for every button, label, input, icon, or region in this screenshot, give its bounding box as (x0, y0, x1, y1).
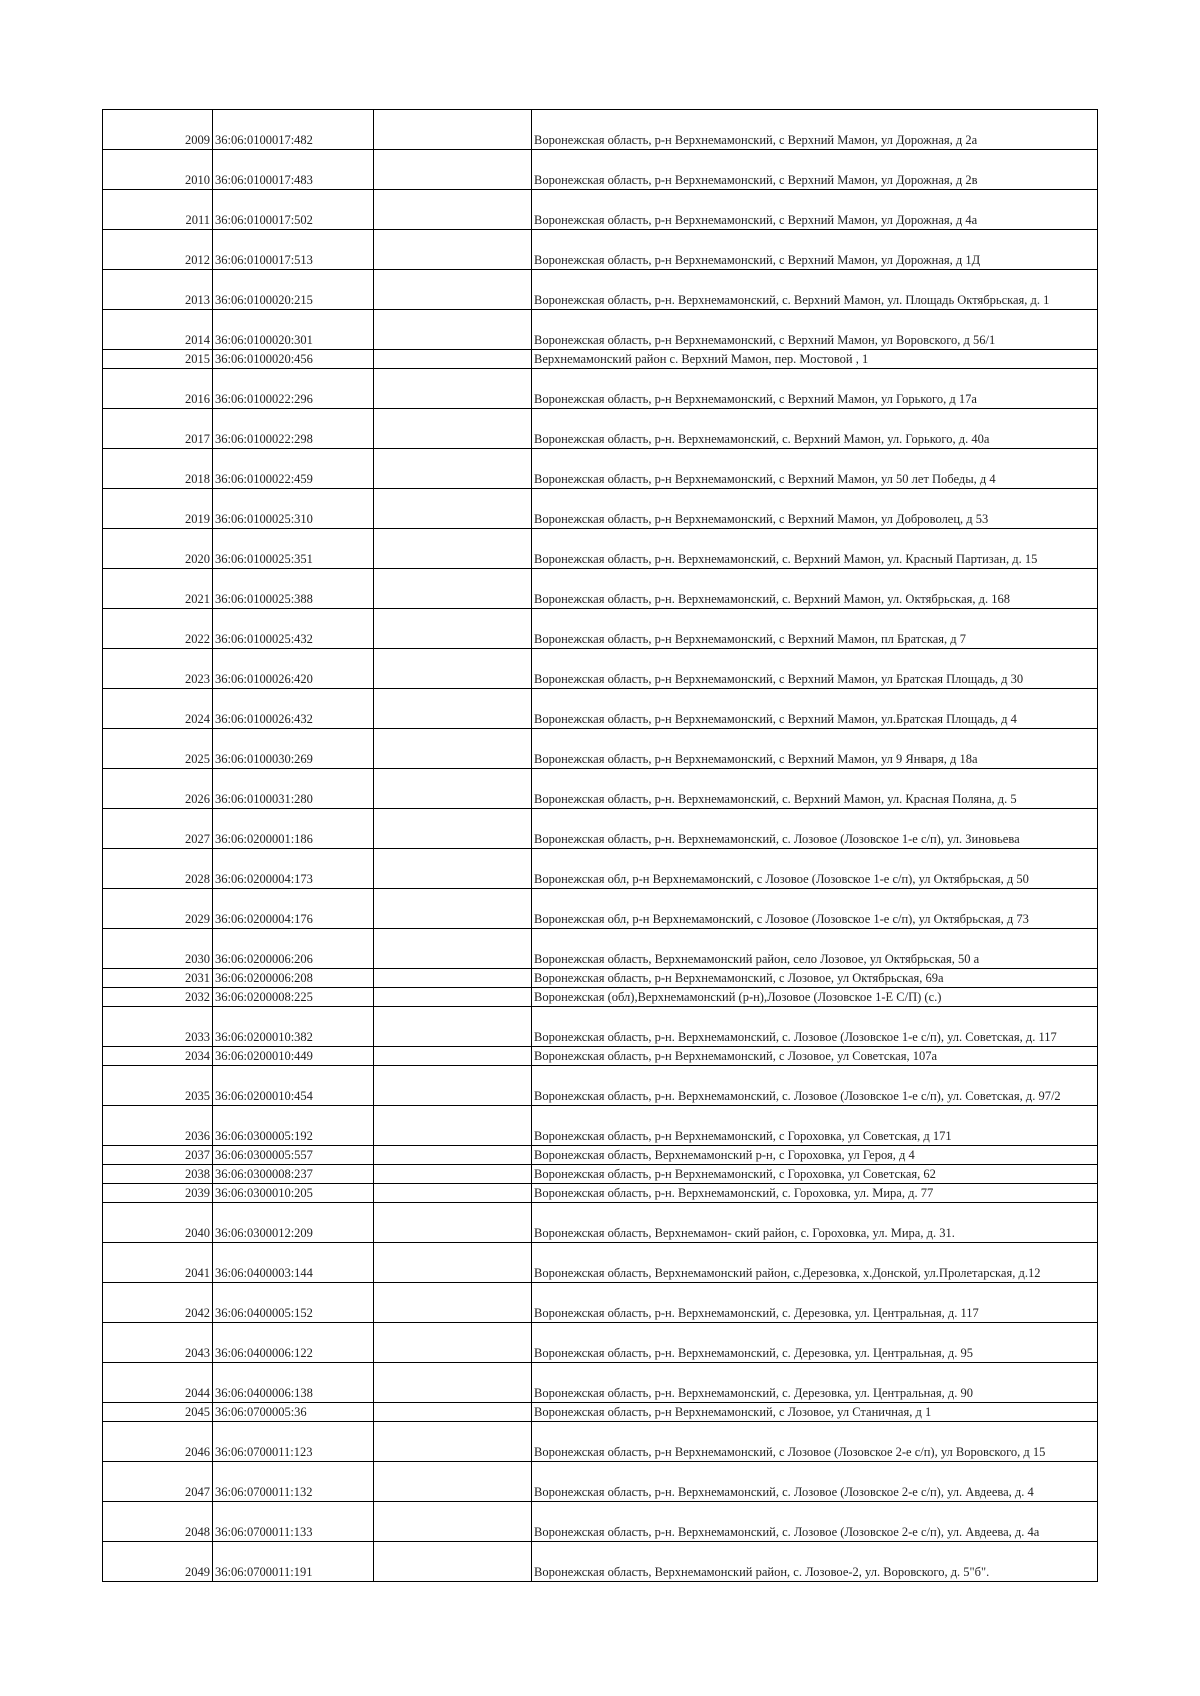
row-number: 2041 (103, 1243, 213, 1283)
row-number: 2038 (103, 1165, 213, 1184)
table-row (103, 1165, 1098, 1184)
table-row (103, 150, 1098, 190)
empty-cell (374, 1047, 532, 1066)
address: Воронежская область, р-н Верхнемамонский, с Верхний Мамон, пл Братская, д 7 (532, 609, 1098, 649)
address: Воронежская область, р-н. Верхнемамонский, с. Верхний Мамон, ул. Площадь Октябрьская, д. 1 (532, 270, 1098, 310)
empty-cell (374, 449, 532, 489)
table-row (103, 1422, 1098, 1462)
row-number: 2032 (103, 988, 213, 1007)
address: Воронежская обл, р-н Верхнемамонский, с Лозовое (Лозовское 1-е с/п), ул Октябрьская, д 50 (532, 849, 1098, 889)
row-number: 2048 (103, 1502, 213, 1542)
cadastral-number: 36:06:0100026:420 (213, 649, 374, 689)
cadastral-number: 36:06:0100022:459 (213, 449, 374, 489)
table-row (103, 489, 1098, 529)
table-row (103, 310, 1098, 350)
address: Воронежская область, р-н. Верхнемамонский, с. Верхний Мамон, ул. Красная Поляна, д. 5 (532, 769, 1098, 809)
table-row (103, 190, 1098, 230)
table-row (103, 1283, 1098, 1323)
address: Воронежская область, р-н Верхнемамонский, с Верхний Мамон, ул 50 лет Победы, д 4 (532, 449, 1098, 489)
empty-cell (374, 310, 532, 350)
empty-cell (374, 1283, 532, 1323)
address: Воронежская область, р-н Верхнемамонский, с Верхний Мамон, ул Братская Площадь, д 30 (532, 649, 1098, 689)
table-row (103, 649, 1098, 689)
cadastral-number: 36:06:0700011:191 (213, 1542, 374, 1582)
address: Верхнемамонский район с. Верхний Мамон, пер. Мостовой , 1 (532, 350, 1098, 369)
address: Воронежская область, р-н Верхнемамонский, с Лозовое, ул Октябрьская, 69а (532, 969, 1098, 988)
address: Воронежская область, р-н Верхнемамонский, с Гороховка, ул Советская, д 171 (532, 1106, 1098, 1146)
row-number: 2011 (103, 190, 213, 230)
row-number: 2021 (103, 569, 213, 609)
address: Воронежская область, Верхнемамонский район, с.Дерезовка, х.Донской, ул.Пролетарская, д.12 (532, 1243, 1098, 1283)
cadastral-number: 36:06:0200001:186 (213, 809, 374, 849)
address: Воронежская область, р-н. Верхнемамонский, с. Гороховка, ул. Мира, д. 77 (532, 1184, 1098, 1203)
table-row (103, 569, 1098, 609)
row-number: 2013 (103, 270, 213, 310)
row-number: 2034 (103, 1047, 213, 1066)
address: Воронежская область, р-н. Верхнемамонский, с. Лозовое (Лозовское 1-е с/п), ул. Советская, д. 97/2 (532, 1066, 1098, 1106)
row-number: 2025 (103, 729, 213, 769)
table-row (103, 270, 1098, 310)
row-number: 2044 (103, 1363, 213, 1403)
empty-cell (374, 1146, 532, 1165)
row-number: 2017 (103, 409, 213, 449)
table-row (103, 809, 1098, 849)
cadastral-number: 36:06:0100022:296 (213, 369, 374, 409)
cadastral-number: 36:06:0200004:176 (213, 889, 374, 929)
row-number: 2023 (103, 649, 213, 689)
row-number: 2047 (103, 1462, 213, 1502)
table-row (103, 449, 1098, 489)
empty-cell (374, 1323, 532, 1363)
address: Воронежская область, р-н. Верхнемамонский, с. Лозовое (Лозовское 1-е с/п), ул. Советская, д. 117 (532, 1007, 1098, 1047)
table-row (103, 609, 1098, 649)
row-number: 2009 (103, 110, 213, 150)
row-number: 2031 (103, 969, 213, 988)
row-number: 2029 (103, 889, 213, 929)
cadastral-number: 36:06:0400006:122 (213, 1323, 374, 1363)
table-row (103, 1243, 1098, 1283)
cadastral-number: 36:06:0200006:206 (213, 929, 374, 969)
cadastral-number: 36:06:0200010:454 (213, 1066, 374, 1106)
cadastral-number: 36:06:0700011:123 (213, 1422, 374, 1462)
address: Воронежская область, р-н Верхнемамонский, с Верхний Мамон, ул Дорожная, д 2а (532, 110, 1098, 150)
cadastral-number: 36:06:0200010:449 (213, 1047, 374, 1066)
cadastral-number: 36:06:0100020:215 (213, 270, 374, 310)
row-number: 2010 (103, 150, 213, 190)
cadastral-number: 36:06:0200006:208 (213, 969, 374, 988)
address: Воронежская область, р-н Верхнемамонский, с Гороховка, ул Советская, 62 (532, 1165, 1098, 1184)
cadastral-number: 36:06:0400006:138 (213, 1363, 374, 1403)
cadastral-number: 36:06:0100017:502 (213, 190, 374, 230)
empty-cell (374, 1066, 532, 1106)
empty-cell (374, 150, 532, 190)
table-row (103, 1502, 1098, 1542)
table-row (103, 929, 1098, 969)
empty-cell (374, 489, 532, 529)
empty-cell (374, 1542, 532, 1582)
table-row (103, 350, 1098, 369)
empty-cell (374, 1184, 532, 1203)
cadastral-number: 36:06:0300012:209 (213, 1203, 374, 1243)
empty-cell (374, 1106, 532, 1146)
cadastral-number: 36:06:0100020:456 (213, 350, 374, 369)
address: Воронежская область, р-н Верхнемамонский, с Верхний Мамон, ул Горького, д 17а (532, 369, 1098, 409)
address: Воронежская область, р-н Верхнемамонский, с Верхний Мамон, ул Доброволец, д 53 (532, 489, 1098, 529)
cadastral-number: 36:06:0400003:144 (213, 1243, 374, 1283)
address: Воронежская область, Верхнемамонский р-н, с Гороховка, ул Героя, д 4 (532, 1146, 1098, 1165)
row-number: 2030 (103, 929, 213, 969)
row-number: 2022 (103, 609, 213, 649)
row-number: 2046 (103, 1422, 213, 1462)
empty-cell (374, 1165, 532, 1184)
empty-cell (374, 649, 532, 689)
cadastral-number: 36:06:0700011:133 (213, 1502, 374, 1542)
cadastral-number: 36:06:0200008:225 (213, 988, 374, 1007)
table-row (103, 769, 1098, 809)
address: Воронежская область, р-н Верхнемамонский, с Верхний Мамон, ул Дорожная, д 2в (532, 150, 1098, 190)
cadastral-number: 36:06:0100031:280 (213, 769, 374, 809)
row-number: 2028 (103, 849, 213, 889)
empty-cell (374, 988, 532, 1007)
table-row (103, 230, 1098, 270)
address: Воронежская область, р-н Верхнемамонский, с Верхний Мамон, ул Дорожная, д 1Д (532, 230, 1098, 270)
row-number: 2033 (103, 1007, 213, 1047)
cadastral-number: 36:06:0100025:310 (213, 489, 374, 529)
cadastral-number: 36:06:0300010:205 (213, 1184, 374, 1203)
row-number: 2042 (103, 1283, 213, 1323)
table-row (103, 409, 1098, 449)
address: Воронежская область, р-н. Верхнемамонский, с. Дерезовка, ул. Центральная, д. 90 (532, 1363, 1098, 1403)
cadastral-number: 36:06:0200010:382 (213, 1007, 374, 1047)
empty-cell (374, 769, 532, 809)
records-table-body (103, 110, 1098, 1582)
table-row (103, 1007, 1098, 1047)
empty-cell (374, 1502, 532, 1542)
table-row (103, 1184, 1098, 1203)
address: Воронежская область, р-н Верхнемамонский, с Лозовое (Лозовское 2-е с/п), ул Воровского, д 15 (532, 1422, 1098, 1462)
row-number: 2035 (103, 1066, 213, 1106)
address: Воронежская область, Верхнемамонский район, с. Лозовое-2, ул. Воровского, д. 5"б". (532, 1542, 1098, 1582)
row-number: 2040 (103, 1203, 213, 1243)
cadastral-number: 36:06:0100025:388 (213, 569, 374, 609)
address: Воронежская область, р-н. Верхнемамонский, с. Верхний Мамон, ул. Красный Партизан, д. 15 (532, 529, 1098, 569)
address: Воронежская область, Верхнемамонский район, село Лозовое, ул Октябрьская, 50 а (532, 929, 1098, 969)
table-row (103, 1403, 1098, 1422)
table-row (103, 110, 1098, 150)
empty-cell (374, 849, 532, 889)
empty-cell (374, 809, 532, 849)
empty-cell (374, 729, 532, 769)
address: Воронежская обл, р-н Верхнемамонский, с Лозовое (Лозовское 1-е с/п), ул Октябрьская, д 73 (532, 889, 1098, 929)
address: Воронежская область, р-н Верхнемамонский, с Верхний Мамон, ул Воровского, д 56/1 (532, 310, 1098, 350)
empty-cell (374, 369, 532, 409)
empty-cell (374, 889, 532, 929)
row-number: 2024 (103, 689, 213, 729)
cadastral-number: 36:06:0300008:237 (213, 1165, 374, 1184)
cadastral-number: 36:06:0100025:432 (213, 609, 374, 649)
empty-cell (374, 190, 532, 230)
table-row (103, 1047, 1098, 1066)
cadastral-number: 36:06:0100017:482 (213, 110, 374, 150)
empty-cell (374, 969, 532, 988)
address: Воронежская область, р-н. Верхнемамонский, с. Верхний Мамон, ул. Октябрьская, д. 168 (532, 569, 1098, 609)
address: Воронежская область, р-н Верхнемамонский, с Лозовое, ул Советская, 107а (532, 1047, 1098, 1066)
address: Воронежская область, р-н. Верхнемамонский, с. Лозовое (Лозовское 2-е с/п), ул. Авдеева, д. 4 (532, 1462, 1098, 1502)
address: Воронежская область, Верхнемамон- ский район, с. Гороховка, ул. Мира, д. 31. (532, 1203, 1098, 1243)
address: Воронежская область, р-н Верхнемамонский, с Верхний Мамон, ул 9 Января, д 18а (532, 729, 1098, 769)
table-row (103, 1146, 1098, 1165)
empty-cell (374, 1403, 532, 1422)
table-row (103, 849, 1098, 889)
table-row (103, 969, 1098, 988)
cadastral-number: 36:06:0700011:132 (213, 1462, 374, 1502)
empty-cell (374, 529, 532, 569)
address: Воронежская область, р-н. Верхнемамонский, с. Дерезовка, ул. Центральная, д. 95 (532, 1323, 1098, 1363)
row-number: 2027 (103, 809, 213, 849)
address: Воронежская область, р-н Верхнемамонский, с Лозовое, ул Станичная, д 1 (532, 1403, 1098, 1422)
cadastral-number: 36:06:0100017:483 (213, 150, 374, 190)
cadastral-number: 36:06:0400005:152 (213, 1283, 374, 1323)
address: Воронежская область, р-н. Верхнемамонский, с. Лозовое (Лозовское 2-е с/п), ул. Авдеева, д. 4а (532, 1502, 1098, 1542)
table-row (103, 729, 1098, 769)
address: Воронежская область, р-н. Верхнемамонский, с. Лозовое (Лозовское 1-е с/п), ул. Зиновьева (532, 809, 1098, 849)
cadastral-number: 36:06:0100017:513 (213, 230, 374, 270)
row-number: 2036 (103, 1106, 213, 1146)
table-row (103, 889, 1098, 929)
address: Воронежская (обл),Верхнемамонский (р-н),Лозовое (Лозовское 1-Е С/П) (с.) (532, 988, 1098, 1007)
row-number: 2014 (103, 310, 213, 350)
table-row (103, 988, 1098, 1007)
table-row (103, 1203, 1098, 1243)
empty-cell (374, 929, 532, 969)
table-row (103, 1542, 1098, 1582)
empty-cell (374, 1243, 532, 1283)
row-number: 2015 (103, 350, 213, 369)
row-number: 2020 (103, 529, 213, 569)
address: Воронежская область, р-н. Верхнемамонский, с. Дерезовка, ул. Центральная, д. 117 (532, 1283, 1098, 1323)
cadastral-number: 36:06:0100022:298 (213, 409, 374, 449)
table-row (103, 529, 1098, 569)
table-row (103, 1363, 1098, 1403)
row-number: 2019 (103, 489, 213, 529)
empty-cell (374, 270, 532, 310)
empty-cell (374, 1462, 532, 1502)
row-number: 2016 (103, 369, 213, 409)
empty-cell (374, 609, 532, 649)
row-number: 2037 (103, 1146, 213, 1165)
empty-cell (374, 230, 532, 270)
address: Воронежская область, р-н Верхнемамонский, с Верхний Мамон, ул Дорожная, д 4а (532, 190, 1098, 230)
row-number: 2043 (103, 1323, 213, 1363)
address: Воронежская область, р-н Верхнемамонский, с Верхний Мамон, ул.Братская Площадь, д 4 (532, 689, 1098, 729)
cadastral-number: 36:06:0300005:192 (213, 1106, 374, 1146)
row-number: 2045 (103, 1403, 213, 1422)
empty-cell (374, 1007, 532, 1047)
row-number: 2012 (103, 230, 213, 270)
row-number: 2049 (103, 1542, 213, 1582)
table-row (103, 369, 1098, 409)
table-row (103, 689, 1098, 729)
empty-cell (374, 569, 532, 609)
cadastral-number: 36:06:0100026:432 (213, 689, 374, 729)
empty-cell (374, 409, 532, 449)
row-number: 2039 (103, 1184, 213, 1203)
row-number: 2026 (103, 769, 213, 809)
empty-cell (374, 1363, 532, 1403)
empty-cell (374, 1203, 532, 1243)
cadastral-number: 36:06:0200004:173 (213, 849, 374, 889)
empty-cell (374, 350, 532, 369)
cadastral-number: 36:06:0100030:269 (213, 729, 374, 769)
empty-cell (374, 1422, 532, 1462)
table-row (103, 1066, 1098, 1106)
cadastral-number: 36:06:0300005:557 (213, 1146, 374, 1165)
address: Воронежская область, р-н. Верхнемамонский, с. Верхний Мамон, ул. Горького, д. 40а (532, 409, 1098, 449)
cadastral-number: 36:06:0100020:301 (213, 310, 374, 350)
cadastral-number: 36:06:0100025:351 (213, 529, 374, 569)
records-table (102, 109, 1098, 1582)
empty-cell (374, 110, 532, 150)
cadastral-number: 36:06:0700005:36 (213, 1403, 374, 1422)
empty-cell (374, 689, 532, 729)
table-row (103, 1106, 1098, 1146)
row-number: 2018 (103, 449, 213, 489)
table-row (103, 1462, 1098, 1502)
table-row (103, 1323, 1098, 1363)
